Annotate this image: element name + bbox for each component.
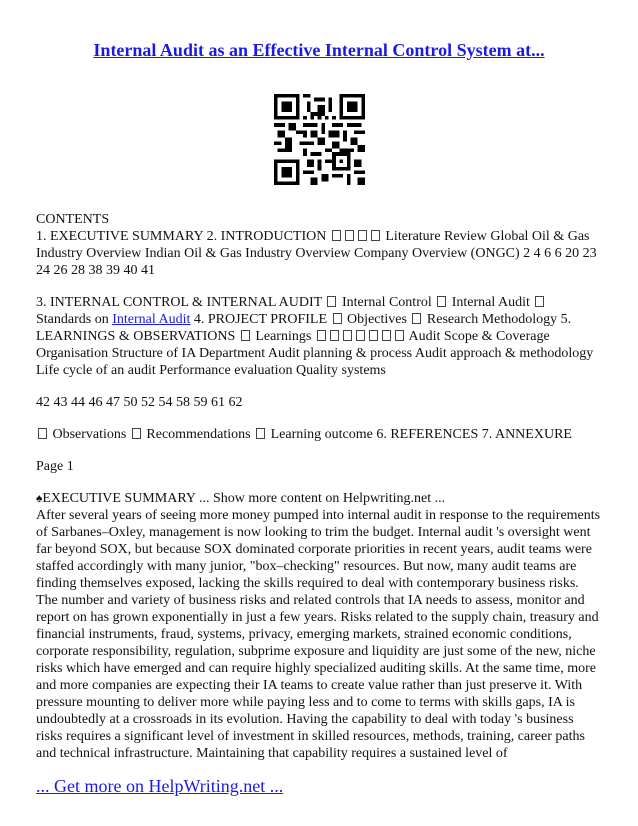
missing-glyph-icon bbox=[437, 296, 446, 307]
missing-glyph-icon bbox=[256, 428, 265, 439]
missing-glyph-icon bbox=[241, 330, 250, 341]
contents-block bbox=[36, 211, 602, 279]
toc-text: Audit Scope & Coverage Organisation Structure of IA Department Audit planning & process Audit approach & methodology Life cycle of an audit Performance evaluation Quality systems bbox=[36, 329, 594, 378]
toc-text: Literature Review Global Oil & Gas Industry Overview Indian Oil & Gas Industry Overview Company Overview (ONGC) 2 4 6 6 20 23 24 26 28 38 39 40 41 bbox=[36, 229, 597, 278]
missing-glyph-icon bbox=[371, 230, 380, 241]
qr-code bbox=[274, 94, 365, 185]
missing-glyph-icon bbox=[382, 330, 391, 341]
toc-text: Internal Control bbox=[341, 295, 432, 310]
missing-glyph-icon bbox=[327, 296, 336, 307]
toc-text: 4. PROJECT PROFILE bbox=[193, 312, 328, 327]
document-title[interactable]: Internal Audit as an Effective Internal Control System at... bbox=[93, 40, 545, 60]
missing-glyph-icon bbox=[343, 330, 352, 341]
toc-text: Learning outcome 6. REFERENCES 7. ANNEXURE bbox=[270, 427, 572, 442]
missing-glyph-icon bbox=[358, 230, 367, 241]
toc-text: Learnings bbox=[255, 329, 312, 344]
missing-glyph-icon bbox=[412, 313, 421, 324]
toc-text: Standards on bbox=[36, 312, 109, 327]
toc-text: 3. INTERNAL CONTROL & INTERNAL AUDIT bbox=[36, 295, 322, 310]
summary-text: After several years of seeing more money pumped into internal audit in response to the requirements of Sarbanes–Oxley, management is now looking to trim the budget. Internal audit 's oversight went far beyond SOX, but because SOX dominated corporate priorities in recent years, audit teams were staffed accordingly with many junior, "box–checking" resources. But now, many audit teams are finding themselves exposed, lacking the skills required to deal with contemporary business risks. The number and variety of business risks and related controls that IA needs to assess, monitor and report on has grown exponentially in just a few years. Risks related to the supply chain, treasury and financial instruments, fraud, systems, privacy, emerging markets, strained economic conditions, corporate responsibility, regulation, subprime exposure and liquidity are just some of the new, niche risks which have emerged and can require highly specialized auditing skills. At the same time, more and more companies are expecting their IA teams to create value rather than just preserve it. With pressure mounting to deliver more while paying less and to come to terms with skills gaps, IA is undoubtedly at a crossroads in its evolution. Having the capability to deal with today 's business risks requires a significant level of investment in skilled resources, methods, training, career paths and technical infrastructure. Maintaining that capability requires a sustained level of bbox=[36, 508, 601, 761]
toc-text: Objectives bbox=[347, 312, 407, 327]
summary-block bbox=[36, 490, 602, 762]
page-numbers: 42 43 44 46 47 50 52 54 58 59 61 62 bbox=[36, 395, 243, 410]
missing-glyph-icon bbox=[38, 428, 47, 439]
missing-glyph-icon bbox=[369, 330, 378, 341]
toc-text: Observations bbox=[52, 427, 127, 442]
contents-block bbox=[36, 294, 602, 379]
missing-glyph-icon bbox=[332, 230, 341, 241]
spade-icon: ♠ bbox=[36, 491, 43, 505]
contents-heading: CONTENTS bbox=[36, 212, 110, 227]
missing-glyph-icon bbox=[333, 313, 342, 324]
missing-glyph-icon bbox=[535, 296, 544, 307]
toc-text: Internal Audit bbox=[451, 295, 530, 310]
document-body bbox=[36, 211, 602, 762]
missing-glyph-icon bbox=[356, 330, 365, 341]
toc-text: Research Methodology 5. LEARNINGS & OBSERVATIONS bbox=[36, 312, 572, 344]
summary-heading: EXECUTIVE SUMMARY ... Show more content on Helpwriting.net ... bbox=[42, 491, 446, 506]
missing-glyph-icon bbox=[330, 330, 339, 341]
contents-block bbox=[36, 426, 602, 443]
missing-glyph-icon bbox=[345, 230, 354, 241]
internal-audit-link[interactable]: Internal Audit bbox=[112, 312, 191, 327]
toc-text: 1. EXECUTIVE SUMMARY 2. INTRODUCTION bbox=[36, 229, 327, 244]
missing-glyph-icon bbox=[395, 330, 404, 341]
missing-glyph-icon bbox=[132, 428, 141, 439]
missing-glyph-icon bbox=[317, 330, 326, 341]
page-label: Page 1 bbox=[36, 459, 74, 474]
toc-text: Recommendations bbox=[146, 427, 251, 442]
get-more-link[interactable]: ... Get more on HelpWriting.net ... bbox=[36, 776, 284, 796]
